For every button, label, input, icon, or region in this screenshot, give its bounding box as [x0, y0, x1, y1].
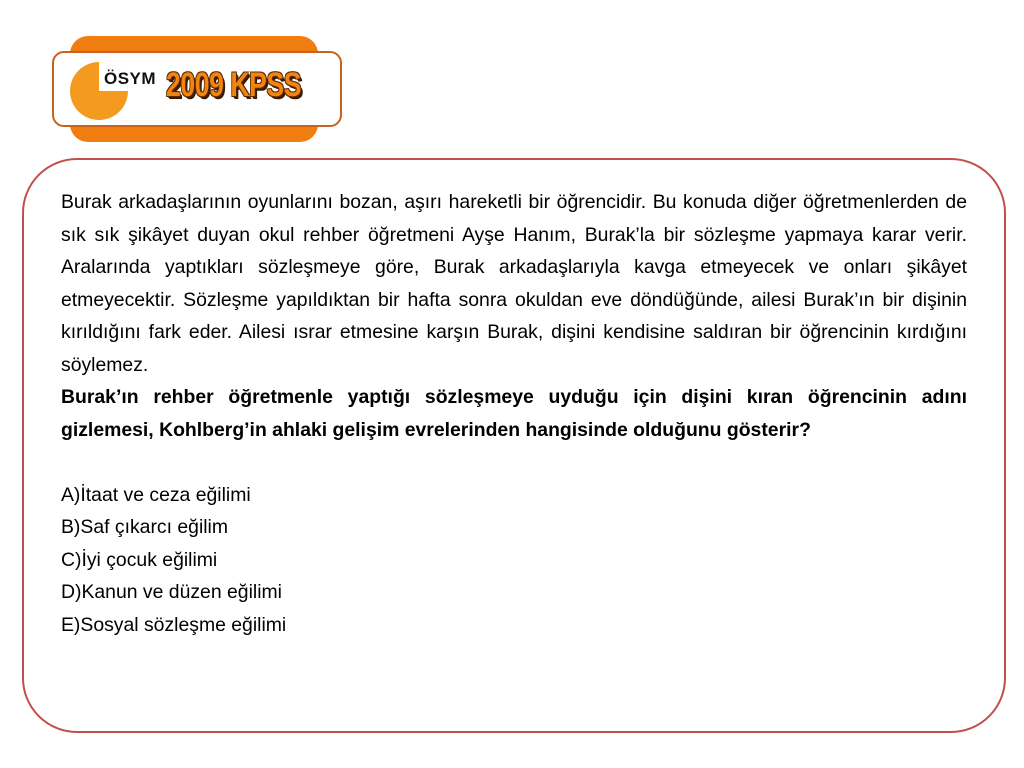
- option-a: A)İtaat ve ceza eğilimi: [61, 483, 251, 506]
- option-b: B)Saf çıkarcı eğilim: [61, 516, 229, 538]
- spacer: [61, 446, 967, 479]
- option-d: D)Kanun ve düzen eğilimi: [61, 581, 282, 603]
- page-title: 2009 KPSS: [166, 66, 302, 104]
- question-content: [61, 186, 967, 641]
- header-badge: [52, 51, 342, 127]
- question-frame: [22, 158, 1006, 733]
- logo-text: ÖSYM: [104, 69, 157, 88]
- question-prompt: Burak’ın rehber öğretmenle yaptığı sözleşmeye uyduğu için dişini kıran öğrencinin adını gizlemesi, Kohlberg’in ahlaki gelişim evrelerinden hangisinde olduğunu gösterir?: [61, 386, 967, 441]
- option-c: C)İyi çocuk eğilimi: [61, 548, 218, 571]
- question-passage: Burak arkadaşlarının oyunlarını bozan, aşırı hareketli bir öğrencidir. Bu konuda diğer öğretmenlerden de sık sık şikâyet duyan okul rehber öğretmeni Ayşe Hanım, Burak’la bir sözleşme yapmaya karar verir. Aralarında yaptıkları sözleşmeye göre, Burak arkadaşlarıyla kavga etmeyecek ve onları şikâyet etmeyecektir. Sözleşme yapıldıktan bir hafta sonra okuldan eve döndüğünde, ailesi Burak’ın bir dişinin kırıldığını fark eder. Ailesi ısrar etmesine karşın Burak, dişini kendisine saldıran bir öğrencinin kırdığını söylemez.: [61, 191, 967, 376]
- option-e: E)Sosyal sözleşme eğilimi: [61, 613, 287, 636]
